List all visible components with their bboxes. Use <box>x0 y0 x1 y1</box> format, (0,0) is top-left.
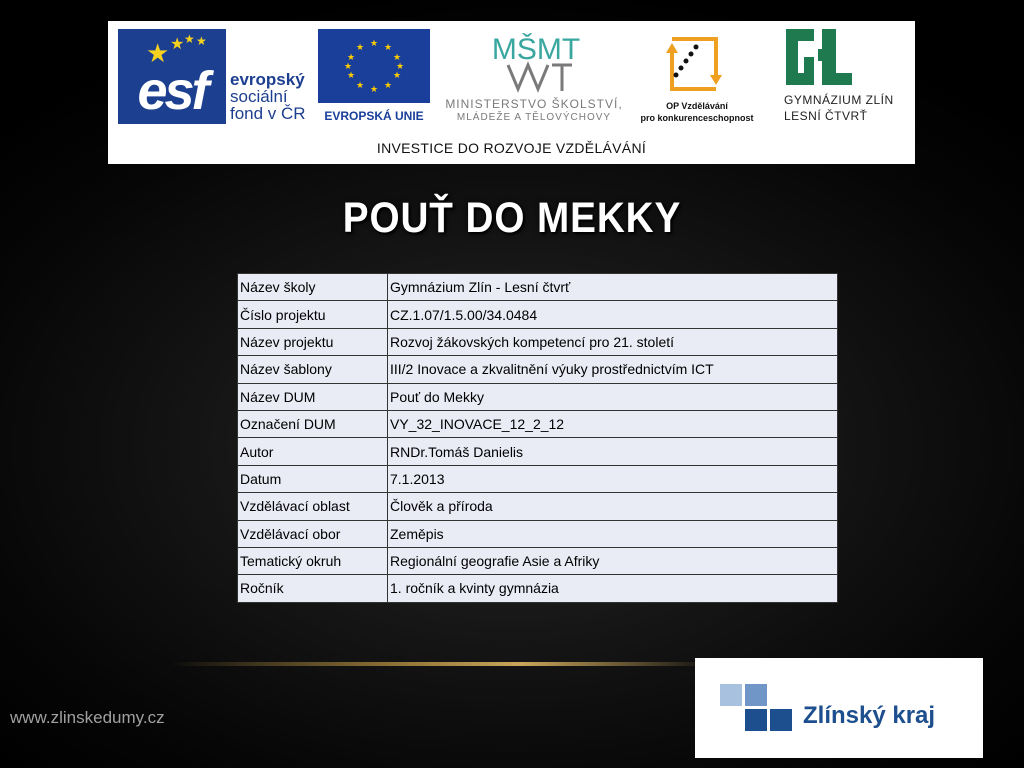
zlinsky-kraj-logo <box>695 658 983 758</box>
table-row <box>238 465 838 492</box>
info-table <box>237 273 838 603</box>
table-row <box>238 328 838 355</box>
table-key-cell: Název projektu <box>238 328 388 355</box>
kraj-square-icon <box>745 709 767 731</box>
star-icon: ★ <box>170 36 185 53</box>
op-arrows-icon <box>660 31 730 95</box>
table-value-cell: 7.1.2013 <box>388 465 838 492</box>
table-key-cell: Název DUM <box>238 383 388 410</box>
table-row <box>238 493 838 520</box>
op-line-1: OP Vzdělávání <box>666 101 728 111</box>
op-vzdelavani-logo <box>635 31 759 126</box>
table-key-cell: Vzdělávací obor <box>238 520 388 547</box>
table-value-cell: Regionální geografie Asie a Afriky <box>388 547 838 574</box>
msmt-logo <box>438 29 630 129</box>
table-value-cell: III/2 Inovace a zkvalitnění výuky prostřednictvím ICT <box>388 356 838 383</box>
gymnazium-logo <box>780 27 910 127</box>
table-row <box>238 356 838 383</box>
table-key-cell: Ročník <box>238 575 388 602</box>
footer-url: www.zlinskedumy.cz <box>10 708 165 727</box>
table-key-cell: Označení DUM <box>238 410 388 437</box>
eu-logo <box>318 29 430 124</box>
table-row <box>238 274 838 301</box>
table-value-cell: 1. ročník a kvinty gymnázia <box>388 575 838 602</box>
esf-logo <box>118 29 308 124</box>
table-key-cell: Číslo projektu <box>238 301 388 328</box>
msmt-line-2: MLÁDEŽE A TĚLOVÝCHOVY <box>456 112 612 123</box>
table-row <box>238 383 838 410</box>
table-key-cell: Tematický okruh <box>238 547 388 574</box>
esf-line-2: sociální <box>230 87 288 106</box>
table-value-cell: Pouť do Mekky <box>388 383 838 410</box>
logo-banner <box>108 21 915 164</box>
table-key-cell: Datum <box>238 465 388 492</box>
table-row <box>238 410 838 437</box>
table-row <box>238 438 838 465</box>
table-key-cell: Autor <box>238 438 388 465</box>
star-icon: ★ <box>184 32 195 46</box>
kraj-square-icon <box>745 684 767 706</box>
esf-logo-mark <box>118 29 226 124</box>
table-row <box>238 301 838 328</box>
op-line-2: pro konkurenceschopnost <box>640 113 754 123</box>
decorative-divider <box>170 662 710 666</box>
table-value-cell: Zeměpis <box>388 520 838 547</box>
slide-title: POUŤ DO MEKKY <box>342 194 682 242</box>
kraj-label: Zlínský kraj <box>803 702 936 729</box>
table-row <box>238 575 838 602</box>
eu-label: EVROPSKÁ UNIE <box>324 109 424 123</box>
msmt-mark-top: MŠMT <box>491 33 581 66</box>
table-value-cell: Rozvoj žákovských kompetencí pro 21. století <box>388 328 838 355</box>
gymnazium-line-1: GYMNÁZIUM ZLÍN <box>784 93 894 107</box>
esf-line-1: evropský <box>230 70 305 89</box>
gymnazium-mark-icon <box>784 27 854 87</box>
table-value-cell: Člověk a příroda <box>388 493 838 520</box>
msmt-mark-icon <box>486 29 586 93</box>
table-key-cell: Název školy <box>238 274 388 301</box>
gymnazium-line-2: LESNÍ ČTVRŤ <box>784 109 868 123</box>
banner-tagline: INVESTICE DO ROZVOJE VZDĚLÁVÁNÍ <box>376 140 647 156</box>
table-key-cell: Název šablony <box>238 356 388 383</box>
table-row <box>238 547 838 574</box>
table-value-cell: Gymnázium Zlín - Lesní čtvrť <box>388 274 838 301</box>
table-value-cell: RNDr.Tomáš Danielis <box>388 438 838 465</box>
star-icon: ★ <box>146 38 170 68</box>
kraj-square-icon <box>770 709 792 731</box>
msmt-line-1: MINISTERSTVO ŠKOLSTVÍ, <box>445 97 623 111</box>
eu-flag-icon: ★ ★ ★ ★ ★ ★ ★ ★ ★ ★ ★ ★ <box>318 29 430 103</box>
esf-letters: esf <box>137 61 207 121</box>
esf-text <box>230 71 306 122</box>
table-row <box>238 520 838 547</box>
info-table-body <box>238 274 838 603</box>
star-icon: ★ <box>196 34 207 48</box>
kraj-square-icon <box>720 684 742 706</box>
esf-line-3: fond v ČR <box>230 104 306 123</box>
table-value-cell: CZ.1.07/1.5.00/34.0484 <box>388 301 838 328</box>
table-value-cell: VY_32_INOVACE_12_2_12 <box>388 410 838 437</box>
table-key-cell: Vzdělávací oblast <box>238 493 388 520</box>
